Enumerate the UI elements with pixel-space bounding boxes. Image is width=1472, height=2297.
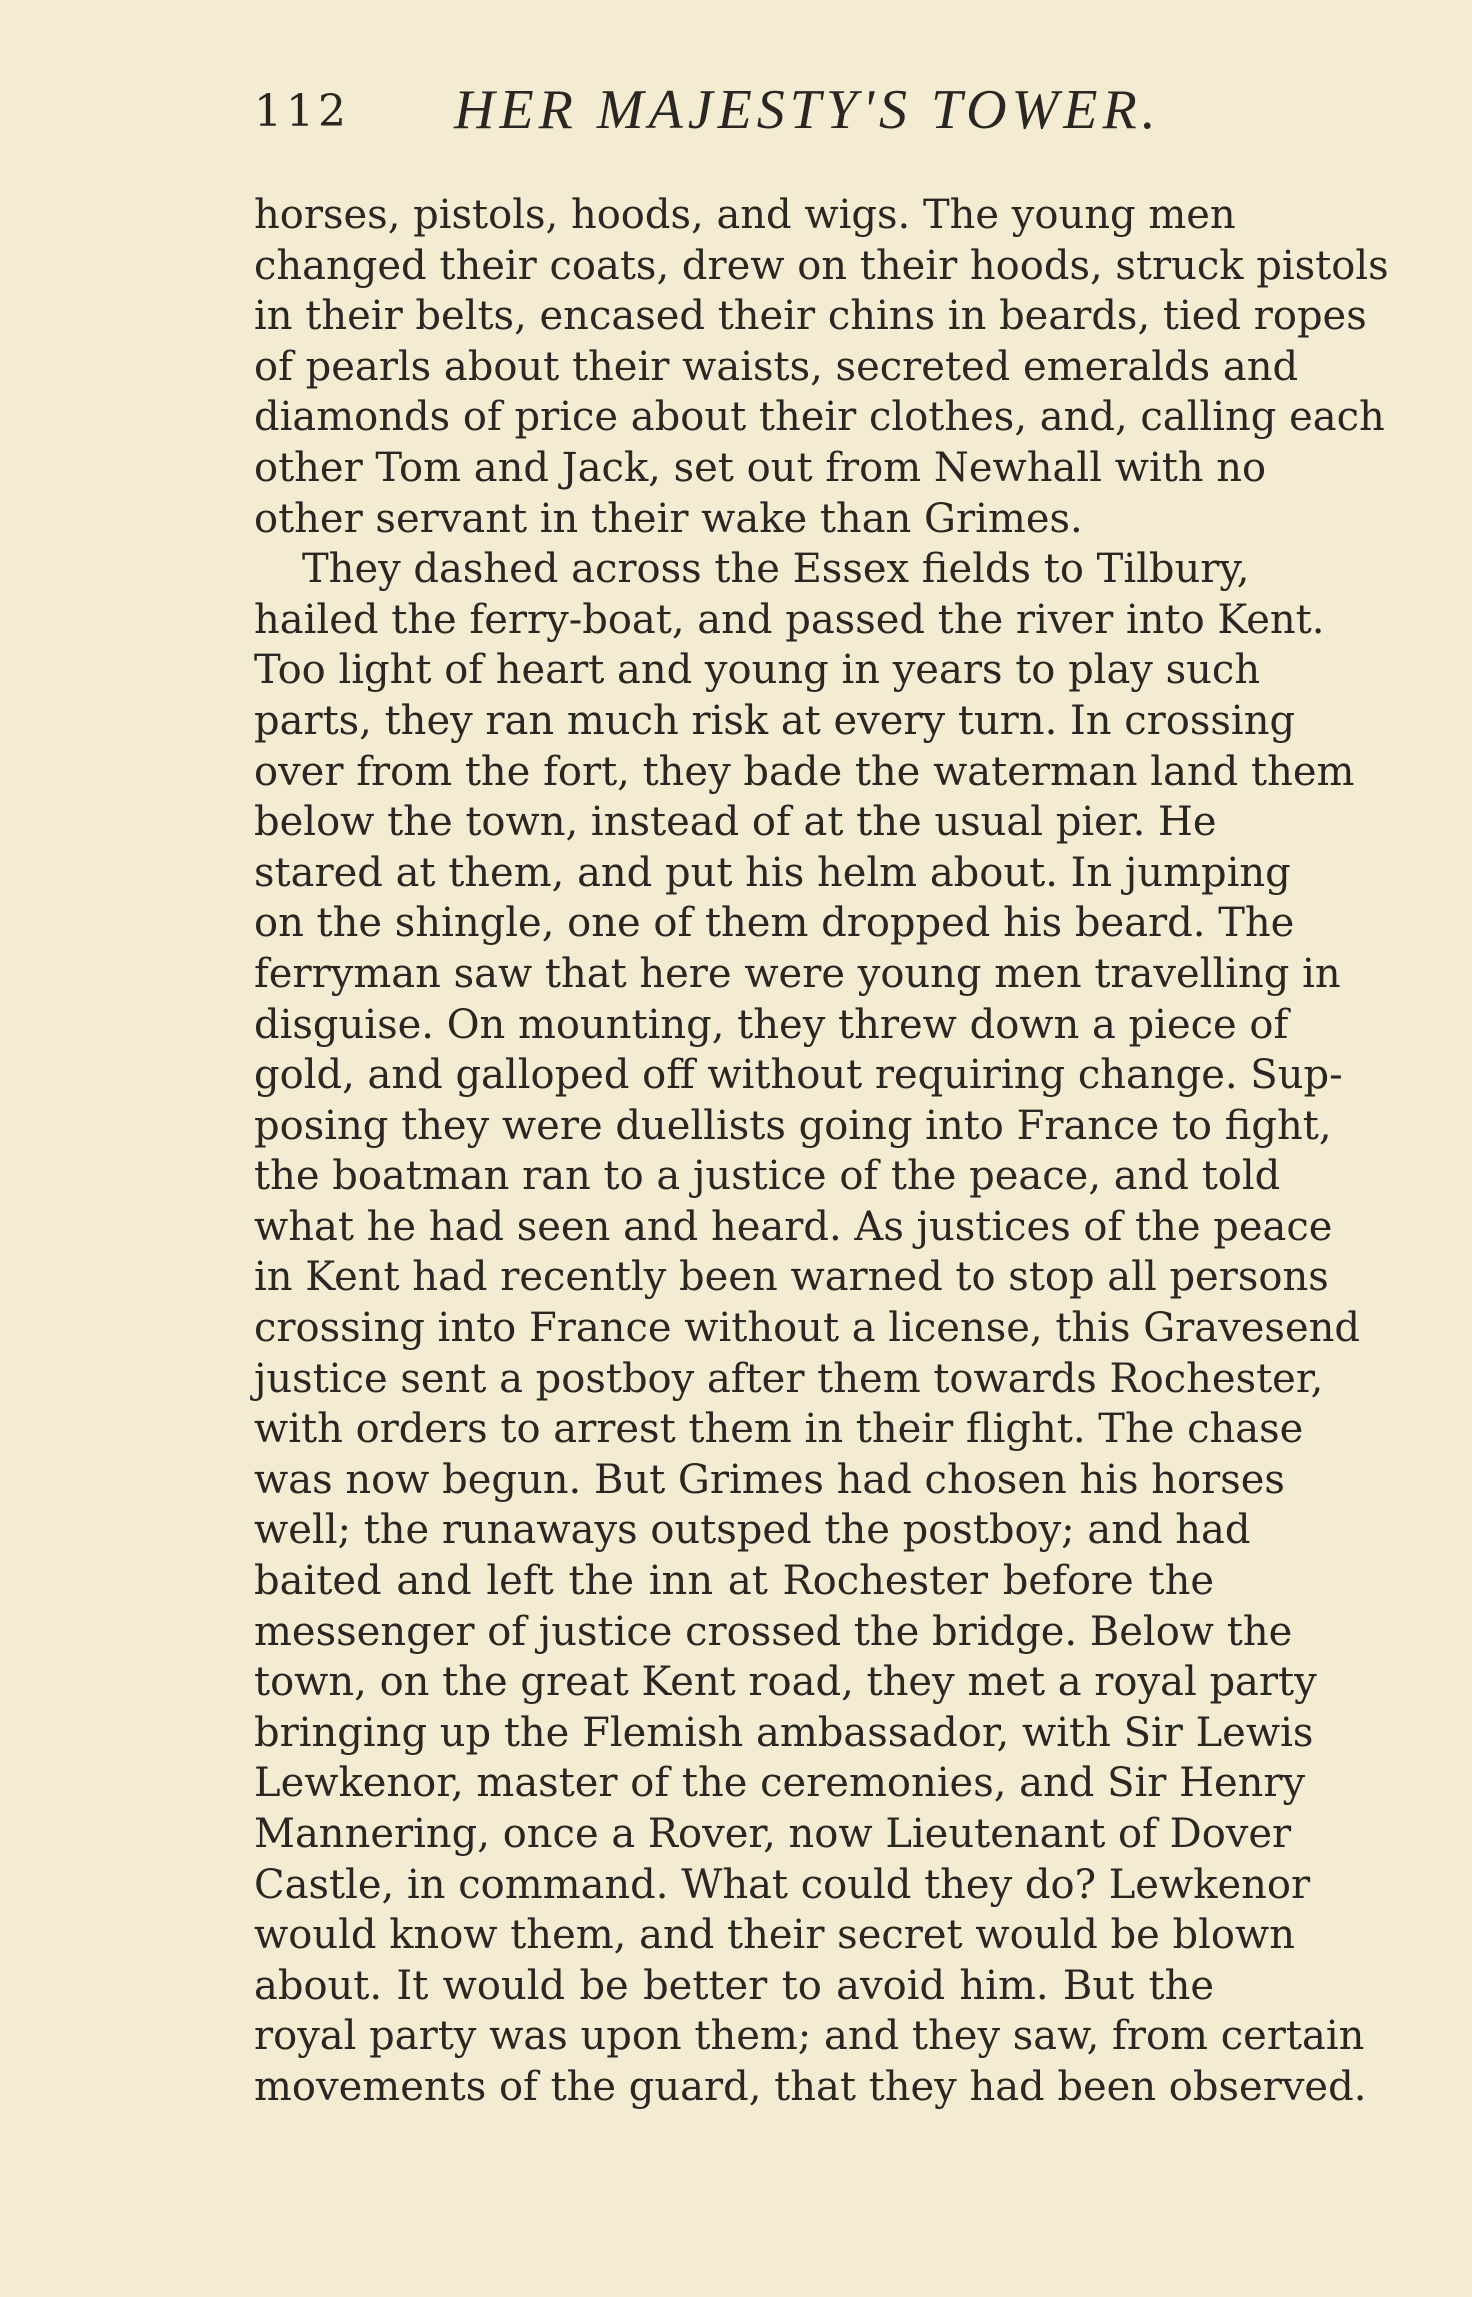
text-line: Lewkenor, master of the ceremonies, and Sir Henry bbox=[254, 1760, 1306, 1807]
text-line: would know them, and their secret would be blown bbox=[254, 1912, 1296, 1959]
text-line: messenger of justice crossed the bridge. Below the bbox=[254, 1608, 1293, 1655]
text-line: other servant in their wake than Grimes. bbox=[254, 495, 1083, 542]
text-line: baited and left the inn at Rochester before the bbox=[254, 1558, 1214, 1605]
body-text bbox=[254, 190, 1389, 2113]
text-line: hailed the ferry-boat, and passed the river into Kent. bbox=[254, 596, 1325, 643]
text-line: the boatman ran to a justice of the peace, and told bbox=[254, 1153, 1281, 1200]
text-line: crossing into France without a license, this Gravesend bbox=[254, 1305, 1360, 1352]
text-line: below the town, instead of at the usual pier. He bbox=[254, 799, 1217, 846]
text-line: ferryman saw that here were young men travelling in bbox=[254, 950, 1341, 997]
text-line: with orders to arrest them in their flight. The chase bbox=[254, 1406, 1304, 1453]
text-line: in their belts, encased their chins in beards, tied ropes bbox=[254, 293, 1367, 340]
text-line: They dashed across the Essex fields to Tilbury, bbox=[302, 546, 1250, 593]
text-line: posing they were duellists going into France to fight, bbox=[254, 1102, 1332, 1149]
text-line: horses, pistols, hoods, and wigs. The young men bbox=[254, 192, 1236, 238]
text-line: royal party was upon them; and they saw, from certain bbox=[254, 2013, 1365, 2060]
text-line: diamonds of price about their clothes, and, calling each bbox=[254, 394, 1385, 441]
page-number: 112 bbox=[254, 86, 350, 137]
running-head: HER MAJESTY'S TOWER. bbox=[454, 79, 1161, 141]
text-line: of pearls about their waists, secreted emeralds and bbox=[254, 343, 1299, 390]
text-line: in Kent had recently been warned to stop all persons bbox=[254, 1254, 1329, 1301]
text-line: movements of the guard, that they had been observed. bbox=[254, 2063, 1367, 2110]
text-line: justice sent a postboy after them towards Rochester, bbox=[254, 1355, 1324, 1402]
text-line: changed their coats, drew on their hoods, struck pistols bbox=[254, 242, 1389, 289]
text-line: on the shingle, one of them dropped his beard. The bbox=[254, 900, 1295, 947]
page-header bbox=[254, 72, 1214, 152]
text-line: over from the fort, they bade the waterman land them bbox=[254, 748, 1355, 795]
text-line: parts, they ran much risk at every turn. In crossing bbox=[254, 697, 1296, 744]
text-line: town, on the great Kent road, they met a royal party bbox=[254, 1659, 1317, 1706]
text-line: was now begun. But Grimes had chosen his horses bbox=[254, 1456, 1285, 1503]
text-line: other Tom and Jack, set out from Newhall with no bbox=[254, 444, 1267, 491]
text-line: stared at them, and put his helm about. In jumping bbox=[254, 849, 1291, 896]
text-line: what he had seen and heard. As justices of the peace bbox=[254, 1203, 1333, 1250]
text-line: Castle, in command. What could they do? Lewkenor bbox=[254, 1861, 1311, 1908]
text-line: disguise. On mounting, they threw down a piece of bbox=[254, 1001, 1289, 1048]
text-line: Too light of heart and young in years to play such bbox=[254, 647, 1261, 694]
text-line: Mannering, once a Rover, now Lieutenant of Dover bbox=[254, 1811, 1292, 1857]
text-line: gold, and galloped off without requiring change. Sup- bbox=[254, 1052, 1343, 1099]
text-line: well; the runaways outsped the postboy; and had bbox=[254, 1507, 1251, 1554]
text-line: about. It would be better to avoid him. But the bbox=[254, 1962, 1214, 2009]
text-line: bringing up the Flemish ambassador, with Sir Lewis bbox=[254, 1709, 1314, 1756]
